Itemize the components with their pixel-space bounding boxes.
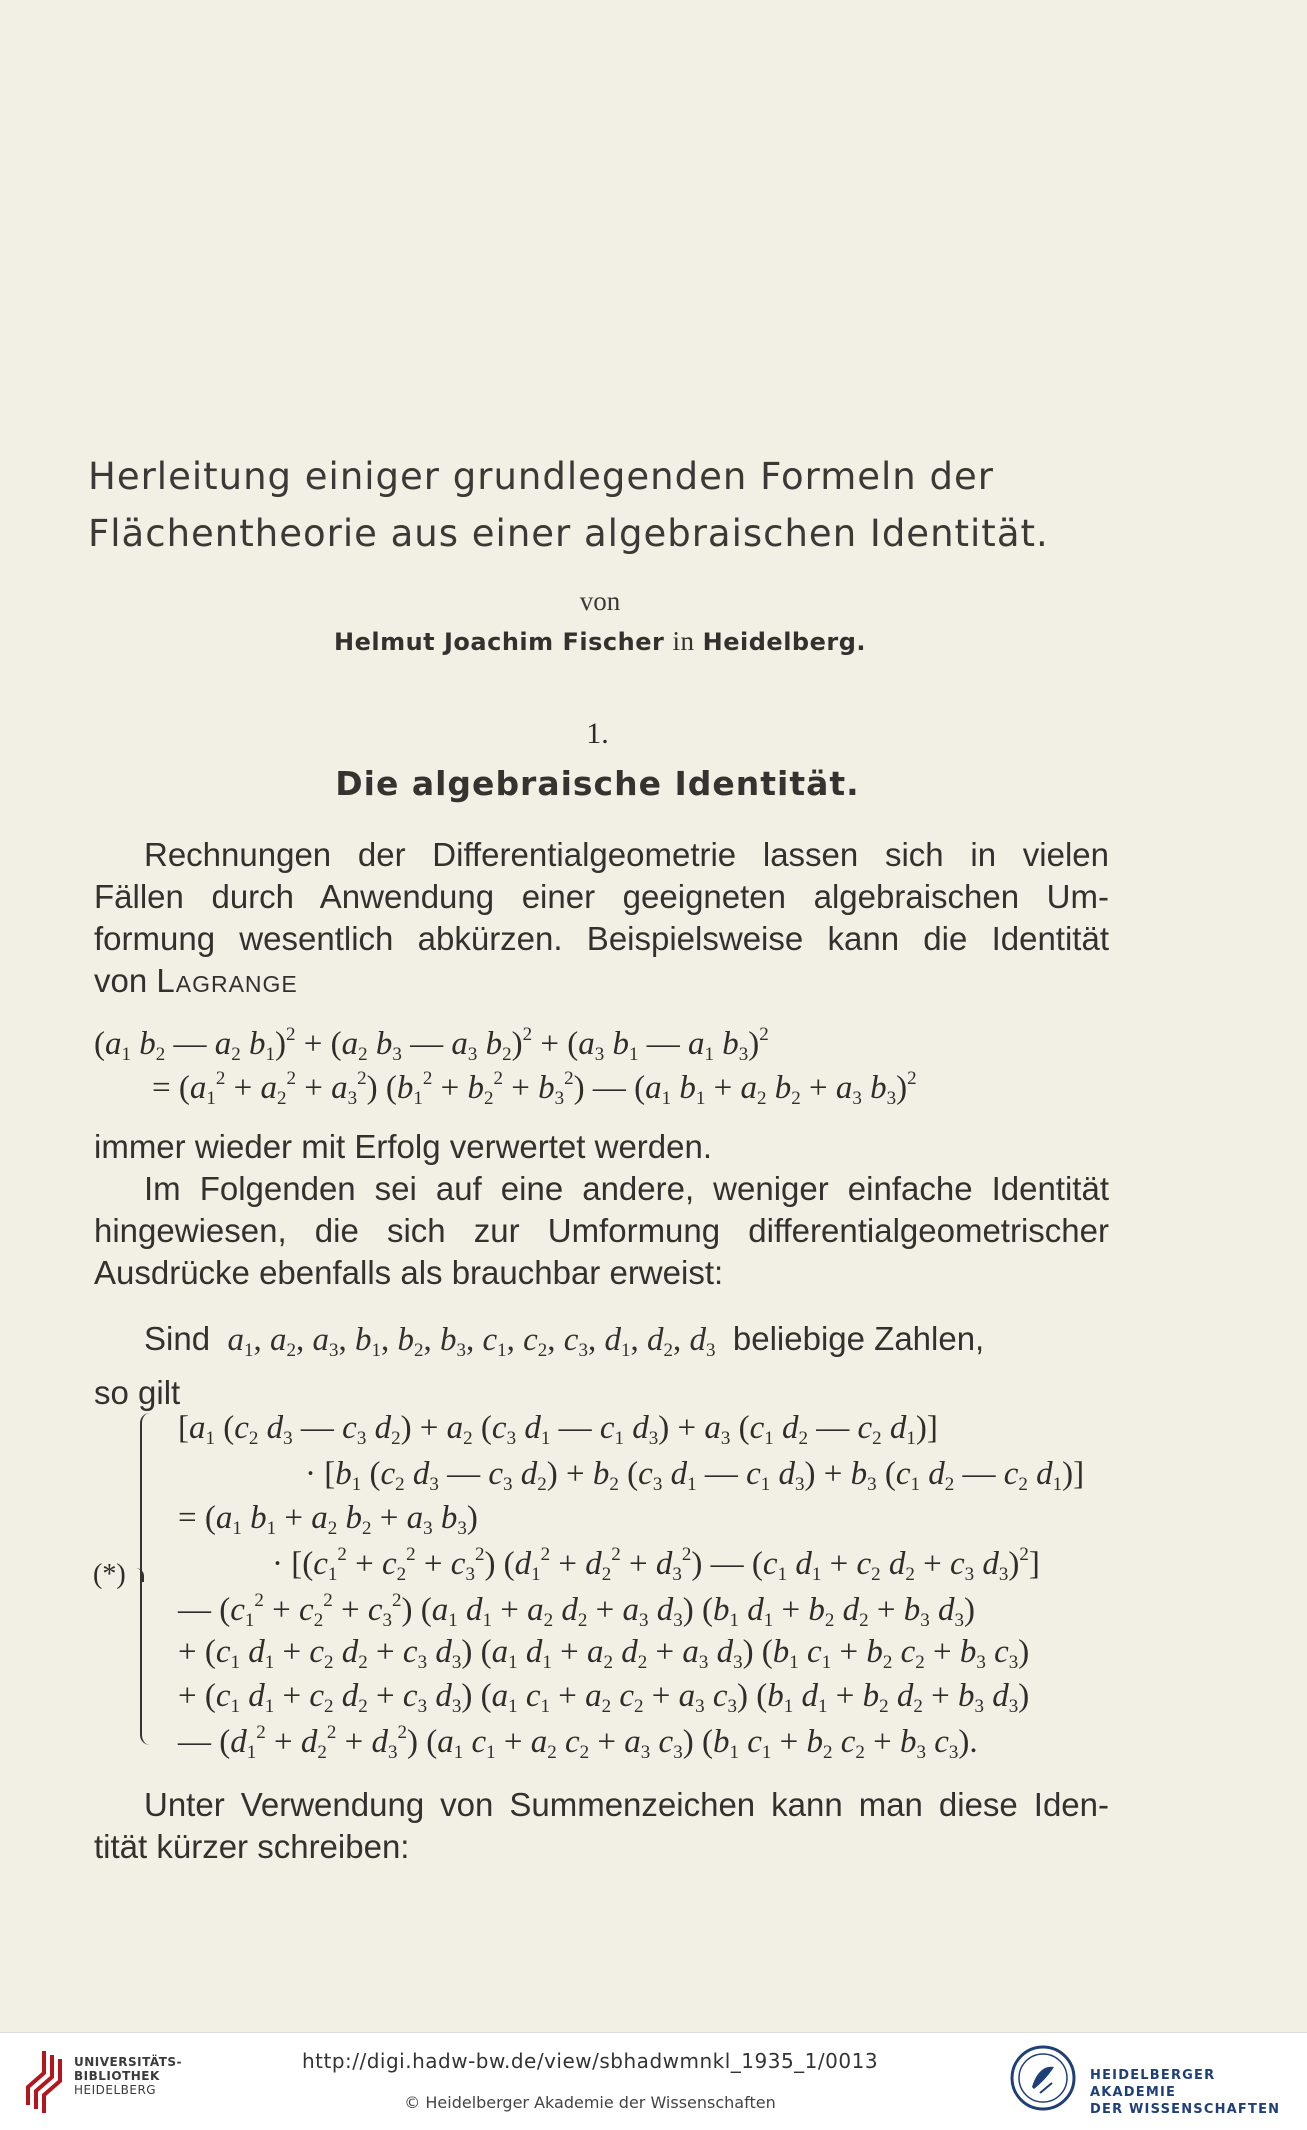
footer-bar: [0, 2032, 1307, 2130]
copyright-notice: © Heidelberger Akademie der Wissenschaften: [404, 2093, 776, 2112]
paragraph-4: [94, 1784, 1109, 1868]
ub-line-1: UNIVERSITÄTS-: [74, 2055, 183, 2069]
paragraph-1: [94, 834, 1109, 1002]
source-url-link[interactable]: http://digi.hadw-bw.de/view/sbhadwmnkl_1935_1/0013: [301, 2049, 879, 2073]
paragraph-2: immer wieder mit Erfolg verwertet werden.: [94, 1128, 713, 1165]
author-city: Heidelberg.: [702, 628, 867, 656]
paper-title-line-1: Herleitung einiger grundlegenden Formeln der: [88, 455, 994, 498]
beliebige-zahlen: beliebige Zahlen,: [732, 1320, 985, 1357]
so-gilt: so gilt: [94, 1374, 181, 1411]
paragraph-3: [94, 1168, 1109, 1294]
para4-line-1: Unter Verwendung von Summenzeichen kann man diese Iden-: [144, 1786, 1109, 1823]
section-title: Die algebraische Identität.: [335, 764, 860, 803]
left-brace-tip: [130, 1568, 144, 1582]
byline-author: [0, 626, 1200, 657]
variable-list: $a_1$, $a_2$, $a_3$, $b_1$, $b_2$, $b_3$, $c_1$, $c_2$, $c_3$, $d_1$, $d_2$, $d_3$: [227, 1322, 716, 1361]
lagrange-identity-line-1: ($a_1$ $b_2$ — $a_2$ $b_1)^2 + (a_2$ $b_3$ — $a_3$ $b_2)^2 + (a_3$ $b_1$ — $a_1$ $b_3)^2$: [94, 1024, 769, 1065]
section-number: 1.: [586, 717, 609, 750]
academy-line-2: DER WISSENSCHAFTEN: [1090, 2102, 1281, 2117]
identity-line-6: + ($c_1$ $d_1 + c_2$ $d_2 + c_3$ $d_3$) ($a_1$ $d_1 + a_2$ $d_2 + a_3$ $d_3$) ($b_1$ $c_1 + b_2$ $c_2 + b_3$ $c_3$): [178, 1634, 1030, 1673]
ub-line-2: BIBLIOTHEK: [74, 2069, 160, 2083]
para1-line-1: Rechnungen der Differentialgeometrie lassen sich in vielen: [144, 836, 1109, 873]
para4-line-2: tität kürzer schreiben:: [94, 1828, 410, 1865]
para1-von: von: [94, 962, 148, 999]
para1-line-4: [94, 960, 1109, 1002]
academy-name: [1090, 2067, 1307, 2118]
author-in: in: [672, 626, 695, 656]
para1-line-2: Fällen durch Anwendung einer geeigneten algebraischen Um-: [94, 878, 1109, 915]
byline-von: von: [579, 586, 621, 616]
academy-seal-icon: [1010, 2043, 1076, 2113]
paper-title-line-2: Flächentheorie aus einer algebraischen Identität.: [88, 512, 1049, 555]
sind-word: Sind: [144, 1320, 211, 1357]
lagrange-name: Lagrange: [156, 962, 298, 999]
university-library-logo-icon: [14, 2045, 66, 2115]
equation-label: (*): [93, 1559, 126, 1590]
identity-line-5: — $(c_1^2 + c_2^2 + c_3^2)$ ($a_1$ $d_1 + a_2$ $d_2 + a_3$ $d_3$) ($b_1$ $d_1 + b_2$ $d_2 + b_3$ $d_3$): [178, 1590, 975, 1631]
paragraph-sind: [94, 1318, 1109, 1414]
identity-line-8: — $(d_1^2 + d_2^2 + d_3^2)$ ($a_1$ $c_1 + a_2$ $c_2 + a_3$ $c_3$) ($b_1$ $c_1 + b_2$ $c_2 + b_3$ $c_3$).: [178, 1722, 978, 1763]
sind-line: [94, 1318, 1109, 1372]
para3-line-2: hingewiesen, die sich zur Umformung differentialgeometrischer: [94, 1212, 1109, 1249]
author-name: Helmut Joachim Fischer: [333, 628, 665, 656]
para3-line-3: Ausdrücke ebenfalls als brauchbar erweist:: [94, 1254, 724, 1291]
identity-line-4: · [$(c_1^2 + c_2^2 + c_3^2) (d_1^2 + d_2^2 + d_3^2)$ — ($c_1$ $d_1 + c_2$ $d_2 + c_3$ $d_3)^2$]: [272, 1544, 1040, 1585]
identity-line-1: [$a_1$ ($c_2$ $d_3$ — $c_3$ $d_2) + a_2$ ($c_3$ $d_1$ — $c_1$ $d_3) + a_3$ ($c_1$ $d_2$ — $c_2$ $d_1$)]: [178, 1410, 938, 1449]
lagrange-identity-line-2: = $(a_1^2 + a_2^2 + a_3^2) (b_1^2 + b_2^2 + b_3^2)$ — ($a_1$ $b_1 + a_2$ $b_2 + a_3$ $b_3)^2$: [152, 1068, 917, 1109]
identity-line-7: + ($c_1$ $d_1 + c_2$ $d_2 + c_3$ $d_3$) ($a_1$ $c_1 + a_2$ $c_2 + a_3$ $c_3$) ($b_1$ $d_1 + b_2$ $d_2 + b_3$ $d_3$): [178, 1678, 1030, 1717]
ub-line-3: HEIDELBERG: [74, 2083, 157, 2097]
identity-line-3: = ($a_1$ $b_1 + a_2$ $b_2 + a_3$ $b_3$): [178, 1500, 478, 1539]
para3-line-1: Im Folgenden sei auf eine andere, weniger einfache Identität: [144, 1170, 1109, 1207]
para1-line-3: formung wesentlich abkürzen. Beispielsweise kann die Identität: [94, 920, 1109, 957]
academy-line-1: HEIDELBERGER AKADEMIE: [1090, 2068, 1216, 2100]
identity-line-2: · [$b_1$ ($c_2$ $d_3$ — $c_3$ $d_2) + b_2$ ($c_3$ $d_1$ — $c_1$ $d_3) + b_3$ ($c_1$ $d_2$ — $c_2$ $d_1$)]: [305, 1456, 1085, 1495]
university-library-name: [74, 2055, 182, 2097]
